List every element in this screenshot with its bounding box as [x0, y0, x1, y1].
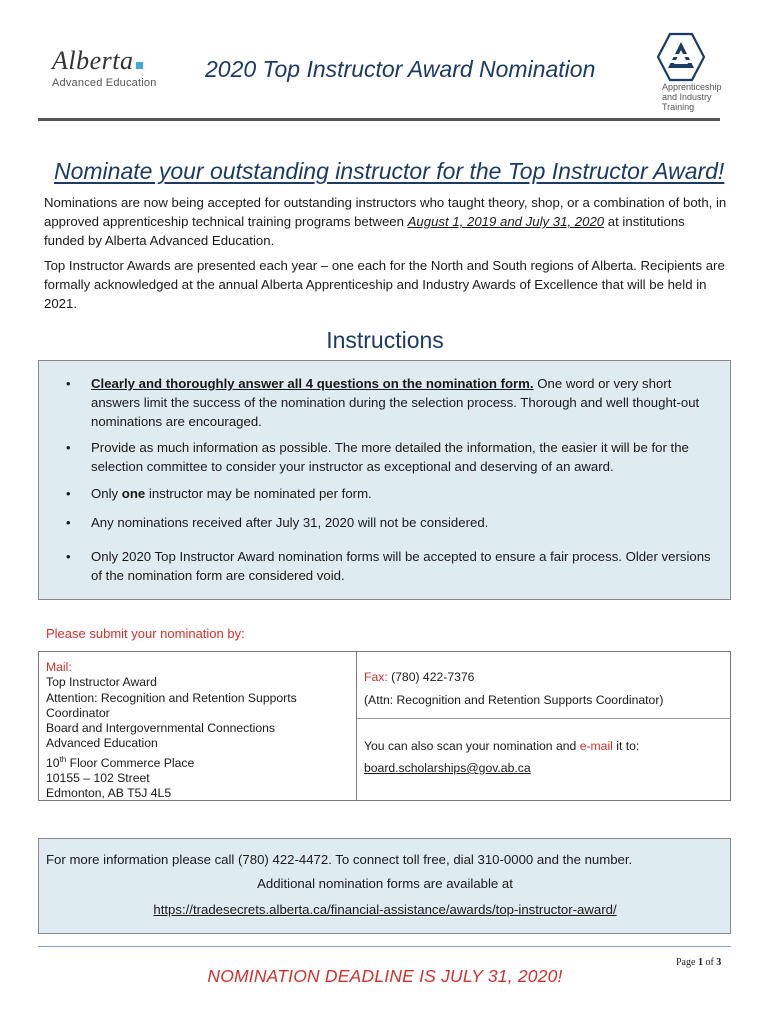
instruction-item [66, 513, 716, 532]
instruction-text: Only 2020 Top Instructor Award nomination forms will be accepted to ensure a fair process. Older versions of the nomination form are considered void. [91, 549, 711, 583]
mail-line: Attention: Recognition and Retention Supports Coordinator [46, 690, 297, 720]
email-link[interactable]: board.scholarships@gov.ab.ca [364, 761, 531, 775]
floor-building: Floor Commerce Place [66, 755, 195, 770]
alberta-logo-wordmark: Alberta [52, 46, 134, 75]
bullet-icon: • [66, 515, 71, 530]
intro-paragraph-1 [44, 193, 728, 250]
mail-street: 10155 – 102 Street [46, 771, 150, 786]
ait-line: and Industry [662, 92, 712, 102]
instruction-text: One word or very short answers limit the success of the nomination during the selection process. Thorough and well thought-out nominations are encouraged. [91, 376, 700, 429]
table-column-divider [356, 651, 357, 801]
intro-paragraph-1-end: at institutions funded by Alberta Advanced Education. [44, 214, 685, 248]
instruction-item [66, 374, 716, 431]
mail-line: Top Instructor Award [46, 675, 157, 690]
mail-city: Edmonton, AB T5J 4L5 [46, 786, 172, 801]
logo-square-icon [136, 62, 143, 69]
info-forms-text: Additional nomination forms are available at [257, 876, 513, 891]
info-phone-text: For more information please call (780) 422-4472. To connect toll free, dial 310-0000 and the number. [46, 852, 633, 867]
fax-line [364, 670, 474, 684]
bullet-icon: • [66, 376, 71, 391]
award-page-link[interactable]: https://tradesecrets.alberta.ca/financial-assistance/awards/top-instructor-award/ [153, 902, 617, 917]
instruction-emphasis: one [121, 486, 146, 501]
instructions-heading: Instructions [326, 327, 444, 353]
instruction-text: instructor may be nominated per form. [145, 486, 372, 501]
bullet-icon: • [66, 486, 71, 501]
page-prefix: Page [676, 957, 698, 968]
footer-divider [38, 946, 731, 947]
instruction-text: Only [91, 486, 122, 501]
email-label: e-mail [579, 739, 613, 753]
bullet-icon: • [66, 440, 71, 455]
page-of: of [702, 957, 717, 968]
scan-text: it to: [612, 739, 640, 753]
bullet-icon: • [66, 549, 71, 564]
ait-hexagon-logo-icon [656, 32, 706, 82]
floor-number: 10 [46, 755, 60, 770]
instruction-item [66, 484, 716, 503]
scan-instructions [364, 739, 639, 753]
intro-paragraph-1-start: Nominations are now being accepted for outstanding instructors who taught theory, shop, or a combination of both, in approved apprenticeship technical training programs between [44, 195, 727, 229]
fax-number: (780) 422-7376 [387, 670, 475, 684]
instruction-emphasis: Clearly and thoroughly answer all 4 questions on the nomination form. [91, 376, 534, 391]
mail-address-block [46, 660, 351, 802]
instruction-item [66, 438, 716, 476]
contact-divider [357, 718, 730, 719]
fax-label: Fax: [364, 670, 388, 684]
intro-paragraph-2: Top Instructor Awards are presented each year – one each for the North and South regions of Alberta. Recipients are formally acknowledged at the annual Alberta Apprenticeship and Industry Awards of Excellence that will be held in 2021. [44, 258, 725, 311]
ait-logo-text [662, 82, 722, 112]
instruction-text: Any nominations received after July 31, 2020 will not be considered. [91, 515, 489, 530]
mail-label: Mail: [46, 660, 72, 674]
header-title: 2020 Top Instructor Award Nomination [205, 56, 596, 82]
mail-floor-line [46, 752, 351, 771]
mail-line: Advanced Education [46, 736, 158, 751]
page-current: 1 [697, 957, 703, 968]
main-heading: Nominate your outstanding instructor for the Top Instructor Award! [54, 158, 725, 184]
eligibility-dates: August 1, 2019 and July 31, 2020 [407, 214, 605, 229]
fax-attention: (Attn: Recognition and Retention Supports Coordinator) [364, 693, 664, 707]
alberta-logo-subtitle: Advanced Education [52, 77, 157, 89]
header-divider [38, 118, 720, 121]
submit-label: Please submit your nomination by: [46, 626, 245, 641]
ait-line: Training [662, 102, 695, 112]
deadline-notice: NOMINATION DEADLINE IS JULY 31, 2020! [207, 966, 563, 986]
ait-line: Apprenticeship [662, 82, 722, 92]
scan-text: You can also scan your nomination and [364, 739, 580, 753]
mail-line: Board and Intergovernmental Connections [46, 721, 275, 736]
instruction-text: Provide as much information as possible. The more detailed the information, the easier it will be for the selection committee to consider your instructor as exceptional and deserving of an award. [91, 440, 689, 474]
instruction-item [66, 547, 716, 585]
alberta-logo [52, 48, 162, 89]
floor-suffix: th [59, 754, 67, 764]
page-total: 3 [716, 957, 722, 968]
